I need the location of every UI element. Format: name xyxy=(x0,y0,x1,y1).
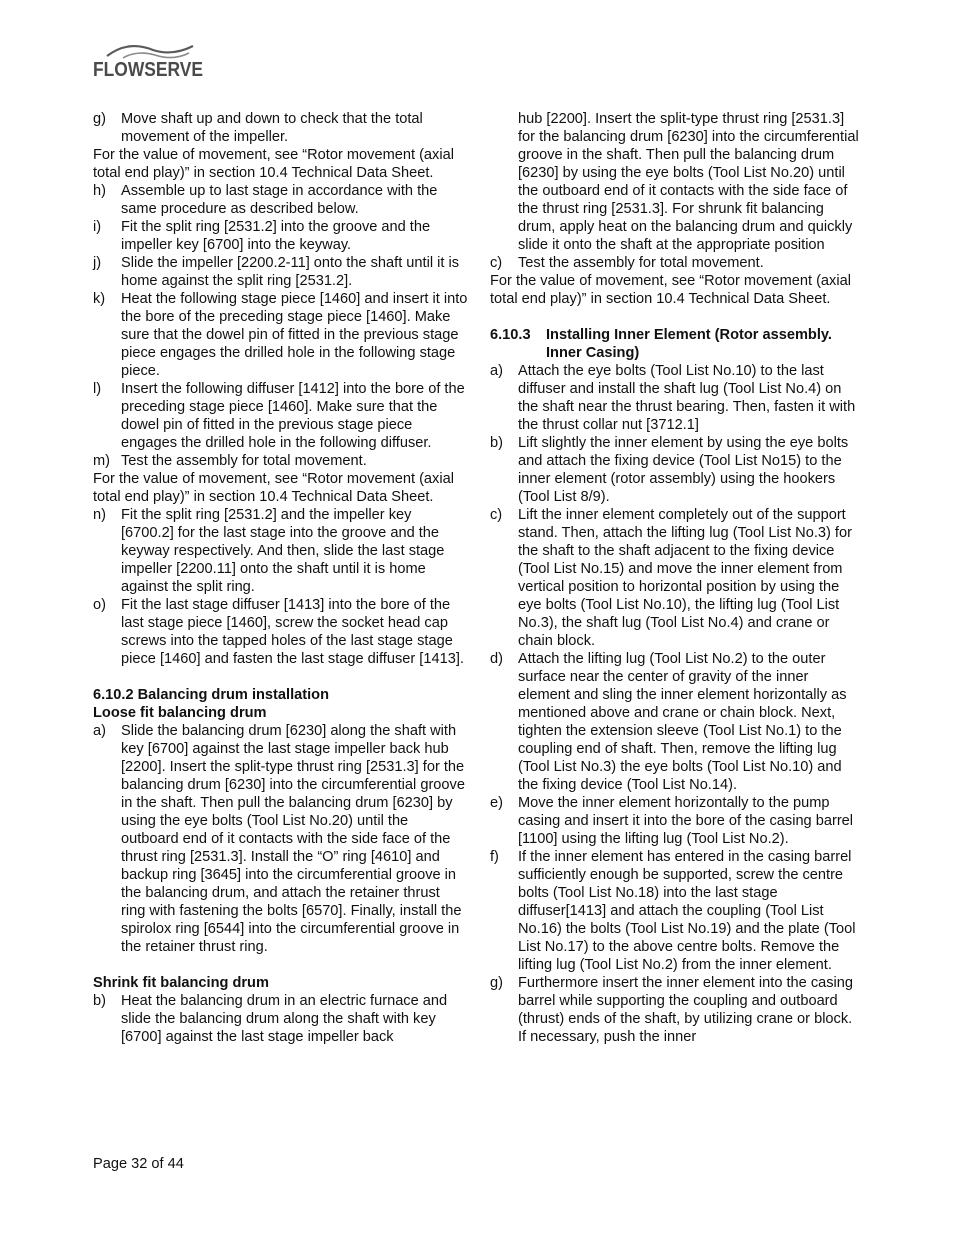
item-text: Test the assembly for total movement. xyxy=(518,255,764,271)
list-item xyxy=(93,992,468,1046)
list-item-continued xyxy=(490,110,862,254)
page-number: Page 32 of 44 xyxy=(93,1156,184,1172)
list-item xyxy=(490,974,862,1046)
right-column xyxy=(490,110,862,1046)
item-label: l) xyxy=(93,381,102,397)
list-item xyxy=(490,434,862,506)
item-text: Test the assembly for total movement. xyxy=(121,453,367,469)
section-heading: 6.10.2 Balancing drum installation xyxy=(93,687,329,703)
list-item xyxy=(490,794,862,848)
item-label: b) xyxy=(490,435,503,451)
flowserve-logo xyxy=(93,42,208,86)
item-label: h) xyxy=(93,183,106,199)
paragraph: For the value of movement, see “Rotor movement (axial total end play)” in section 10.4 Technical Data Sheet. xyxy=(490,273,851,307)
item-text: Furthermore insert the inner element into the casing barrel while supporting the coupling and outboard (thrust) ends of the shaft, by utilizing crane or block. If necessary, push the inner xyxy=(518,975,854,1045)
item-text: Fit the split ring [2531.2] and the impeller key [6700.2] for the last stage into the groove and the keyway respectively. And then, slide the last stage impeller [2200.11] onto the shaft until it is home against the split ring. xyxy=(121,507,445,595)
logo-text: FLOWSERVE xyxy=(93,59,203,81)
list-item xyxy=(490,848,862,974)
list-item xyxy=(93,290,468,380)
item-label: a) xyxy=(490,363,503,379)
item-text: Fit the last stage diffuser [1413] into the bore of the last stage piece [1460], screw the socket head cap screws into the tapped holes of the last stage stage piece [1460] and fasten the last stage diffuser [1413]. xyxy=(121,597,464,667)
item-label: e) xyxy=(490,795,503,811)
item-text: Slide the impeller [2200.2-11] onto the shaft until it is home against the split ring [2531.2]. xyxy=(121,255,460,289)
list-item xyxy=(93,596,468,668)
subsection-heading: Shrink fit balancing drum xyxy=(93,975,269,991)
item-text: If the inner element has entered in the casing barrel sufficiently enough be supported, screw the centre bolts (Tool List No.18) into the last stage diffuser[1413] and attach the coupling (Tool List No.16) the bolts (Tool List No.19) and the plate (Tool List No.17) to the above centre bolts. Remove the lifting lug (Tool List No.2) from the inner element. xyxy=(518,849,856,973)
list-item xyxy=(93,506,468,596)
item-text: Lift the inner element completely out of the support stand. Then, attach the lifting lug (Tool List No.3) for the shaft to the shaft adjacent to the fixing device (Tool List No.15) and move the inner element from vertical position to horizontal position by using the eye bolts (Tool List No.10), the lifting lug (Tool List No.3), the shaft lug (Tool List No.4) and crane or chain block. xyxy=(518,507,852,649)
paragraph: For the value of movement, see “Rotor movement (axial total end play)” in section 10.4 Technical Data Sheet. xyxy=(93,471,454,505)
list-item xyxy=(93,452,468,470)
list-item xyxy=(490,362,862,434)
item-label: a) xyxy=(93,723,106,739)
list-item xyxy=(490,506,862,650)
item-text: Insert the following diffuser [1412] into the bore of the preceding stage piece [1460]. Make sure that the dowel pin of fitted in the previous stage piece engages the drilled hole in the following diffuser. xyxy=(121,381,465,451)
item-text: Heat the balancing drum in an electric furnace and slide the balancing drum along the shaft with key [6700] against the last stage impeller back xyxy=(121,993,448,1045)
list-item xyxy=(93,182,468,218)
item-text: Fit the split ring [2531.2] into the groove and the impeller key [6700] into the keyway. xyxy=(121,219,431,253)
list-item xyxy=(490,650,862,794)
list-item xyxy=(93,218,468,254)
item-label: i) xyxy=(93,219,102,235)
item-label: j) xyxy=(93,255,102,271)
section-title: Installing Inner Element (Rotor assembly. Inner Casing) xyxy=(546,327,832,361)
paragraph: For the value of movement, see “Rotor movement (axial total end play)” in section 10.4 Technical Data Sheet. xyxy=(93,147,454,181)
item-label: c) xyxy=(490,507,503,523)
item-text: Lift slightly the inner element by using the eye bolts and attach the fixing device (Tool List No15) to the inner element (rotor assembly) using the hookers (Tool List 8/9). xyxy=(518,435,849,505)
item-label: k) xyxy=(93,291,106,307)
item-label: g) xyxy=(93,111,106,127)
list-item xyxy=(93,380,468,452)
item-text: Heat the following stage piece [1460] and insert it into the bore of the preceding stage piece [1460]. Make sure that the dowel pin of fitted in the previous stage piece engages the drilled hole in the following stage piece. xyxy=(121,291,468,379)
left-column xyxy=(93,110,468,1046)
item-label: m) xyxy=(93,453,111,469)
item-text: Slide the balancing drum [6230] along the shaft with key [6700] against the last stage impeller back hub [2200]. Insert the split-type thrust ring [2531.3] for the balancing drum [6230] into the circumferential groove in the shaft. Then pull the balancing drum [6230] by using the eye bolts (Tool List No.20) until the outboard end of it contacts with the side face of the thrust ring [2531.3]. Install the “O” ring [4610] and backup ring [3645] into the circumferential groove in the balancing drum, and attach the retainer thrust ring with fastening the bolts [6570]. Finally, install the spirolox ring [6544] into the circumferential groove in the retainer thrust ring. xyxy=(121,723,465,955)
item-text: Assemble up to last stage in accordance with the same procedure as described below. xyxy=(121,183,438,217)
list-item xyxy=(490,254,862,272)
item-text: Move the inner element horizontally to the pump casing and insert it into the bore of the casing barrel [1100] using the lifting lug (Tool List No.2). xyxy=(518,795,854,847)
list-item xyxy=(93,110,468,146)
item-text: Attach the eye bolts (Tool List No.10) to the last diffuser and install the shaft lug (Tool List No.4) on the shaft near the thrust bearing. Then, fasten it with the thrust collar nut [3712.1] xyxy=(518,363,856,433)
item-label: c) xyxy=(490,255,503,271)
item-text: hub [2200]. Insert the split-type thrust ring [2531.3] for the balancing drum [6230] into the circumferential groove in the shaft. Then pull the balancing drum [6230] by using the eye bolts (Tool List No.20) until the outboard end of it contacts with the side face of the thrust ring [2531.3]. For shrunk fit balancing drum, apply heat on the balancing drum and quickly slide it onto the shaft at the appropriate position xyxy=(518,111,859,253)
section-heading xyxy=(490,326,862,362)
item-label: n) xyxy=(93,507,106,523)
list-item xyxy=(93,722,468,956)
item-text: Move shaft up and down to check that the total movement of the impeller. xyxy=(121,111,423,145)
item-label: d) xyxy=(490,651,503,667)
item-label: g) xyxy=(490,975,503,991)
item-label: b) xyxy=(93,993,106,1009)
item-label: o) xyxy=(93,597,106,613)
section-number: 6.10.3 xyxy=(490,327,531,343)
subsection-heading: Loose fit balancing drum xyxy=(93,705,267,721)
list-item xyxy=(93,254,468,290)
item-text: Attach the lifting lug (Tool List No.2) to the outer surface near the center of gravity of the inner element and sling the inner element horizontally as mentioned above and crane or chain block. Next, tighten the extension sleeve (Tool List No.1) to the coupling end of shaft. Then, remove the lifting lug (Tool List No.3) the eye bolts (Tool List No.10) and the fixing device (Tool List No.14). xyxy=(518,651,847,793)
item-label: f) xyxy=(490,849,499,865)
